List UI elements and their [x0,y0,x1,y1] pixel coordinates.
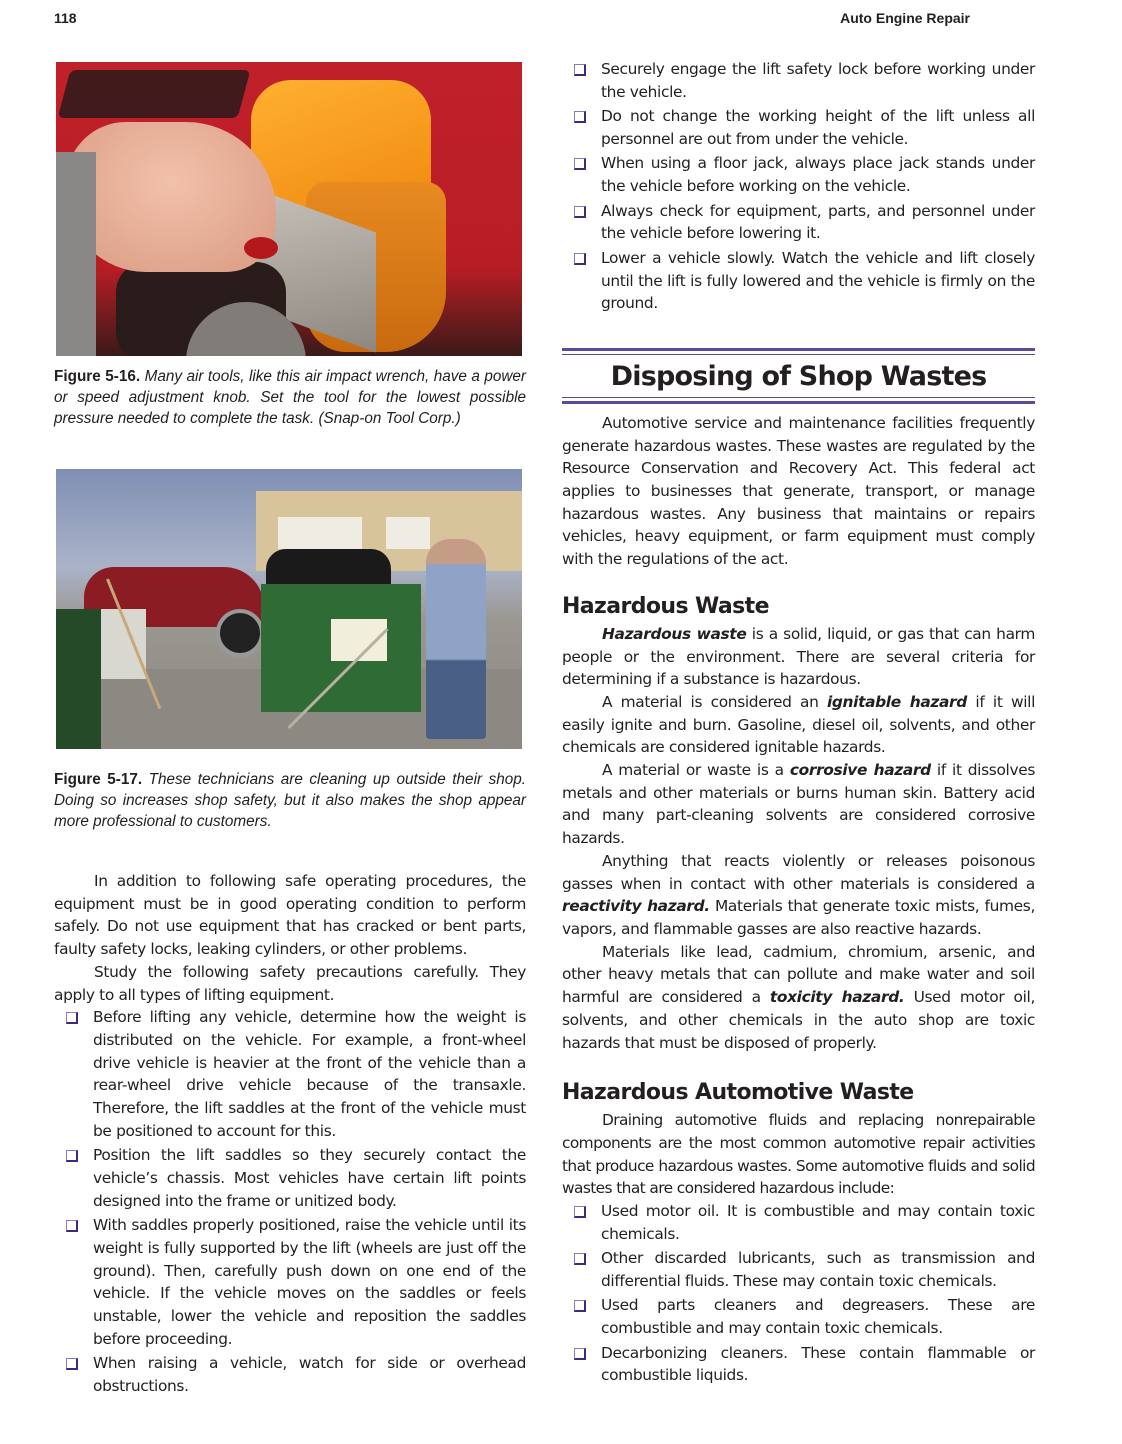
section-header [562,348,1035,404]
checkbox-bullet-icon [574,1253,586,1265]
key-term: Hazardous waste [602,624,747,643]
paragraph: Study the following safety precautions carefully. They apply to all types of lifting equipment. [54,962,526,1004]
checkbox-bullet-icon [66,1220,78,1232]
list-item: Do not change the working height of the lift unless all personnel are out from under the vehicle. [562,105,1035,150]
section-rule-top [562,348,1035,355]
key-term: ignitable hazard [826,692,967,711]
checkbox-bullet-icon [574,111,586,123]
figure-5-16-photo [56,62,522,356]
subheading-hazardous-automotive-waste: Hazardous Automotive Waste [562,1080,914,1106]
lifting-precautions-list [54,1006,526,1397]
key-term: reactivity hazard. [562,897,710,916]
figure-caption-text: Many air tools, like this air impact wrench, have a power or speed adjustment knob. Set the tool for the lowest possible pressure needed to complete the task. (Snap-on Tool Corp.) [54,368,527,427]
checkbox-bullet-icon [66,1012,78,1024]
list-item: When raising a vehicle, watch for side or overhead obstructions. [54,1352,526,1397]
checkbox-bullet-icon [574,1300,586,1312]
figure-5-16-caption [54,366,526,429]
paragraph: A material is considered an ignitable hazard if it will easily ignite and burn. Gasoline, diesel oil, solvents, and other chemicals are considered ignitable hazards. [562,692,1035,757]
lifting-equipment-text [54,870,526,1398]
list-item: Decarbonizing cleaners. These contain flammable or combustible liquids. [562,1342,1035,1387]
figure-label: Figure 5-17. [54,771,143,788]
right-column [562,58,1035,1389]
automotive-waste-list [562,1200,1035,1387]
list-item: Before lifting any vehicle, determine how the weight is distributed on the vehicle. For example, a front-wheel drive vehicle is heavier at the front of the vehicle than a rear-wheel drive vehicle because of the transaxle. Therefore, the lift saddles at the front of the vehicle must be positioned to account for this. [54,1006,526,1142]
list-item: Position the lift saddles so they securely contact the vehicle’s chassis. Most vehicles have certain lift points designed into the frame or unitized body. [54,1144,526,1212]
section-title: Disposing of Shop Wastes [610,360,987,392]
paragraph: Materials like lead, cadmium, chromium, arsenic, and other heavy metals that can pollute and make water and soil harmful are considered a toxicity hazard. Used motor oil, solvents, and other chemicals in the auto shop are toxic hazards that must be disposed of properly. [562,942,1035,1052]
list-item: With saddles properly positioned, raise the vehicle until its weight is fully supported by the lift (wheels are just off the ground). Then, carefully push down on one end of the vehicle. If the vehicle moves on the saddles or feels unstable, lower the vehicle and reposition the saddles before proceeding. [54,1214,526,1350]
checkbox-bullet-icon [574,1206,586,1218]
figure-5-17-caption [54,769,526,832]
list-item: When using a floor jack, always place jack stands under the vehicle before working on the vehicle. [562,152,1035,197]
list-item: Securely engage the lift safety lock before working under the vehicle. [562,58,1035,103]
subheading-hazardous-waste: Hazardous Waste [562,593,769,619]
section-rule-bottom [562,397,1035,404]
figure-caption-text: These technicians are cleaning up outside their shop. Doing so increases shop safety, but it also makes the shop appear more professional to customers. [54,771,527,830]
checkbox-bullet-icon [66,1150,78,1162]
list-item: Other discarded lubricants, such as transmission and differential fluids. These may contain toxic chemicals. [562,1247,1035,1292]
paragraph: Anything that reacts violently or releases poisonous gasses when in contact with other materials is considered a reactivity hazard. Materials that generate toxic mists, fumes, vapors, and flammable gasses are also reactive hazards. [562,851,1035,938]
checkbox-bullet-icon [66,1358,78,1370]
paragraph: In addition to following safe operating procedures, the equipment must be in good operating condition to perform safely. Do not use equipment that has cracked or bent parts, faulty safety locks, leaking cylinders, or other problems. [54,872,526,959]
list-item: Lower a vehicle slowly. Watch the vehicle and lift closely until the lift is fully lowered and the vehicle is firmly on the ground. [562,247,1035,315]
page-number: 118 [54,10,77,26]
left-column [54,62,526,1399]
paragraph: A material or waste is a corrosive hazard if it dissolves metals and other materials or burns human skin. Battery acid and many part-cleaning solvents are considered corrosive hazards. [562,761,1035,848]
section-intro: Automotive service and maintenance facilities frequently generate hazardous wastes. These wastes are regulated by the Resource Conservation and Recovery Act. This federal act applies to businesses that generate, transport, or manage hazardous wastes. Any business that maintains or repairs vehicles, heavy equipment, or farm equipment must comply with the regulations of the act. [562,413,1035,569]
checkbox-bullet-icon [574,1348,586,1360]
figure-label: Figure 5-16. [54,368,141,385]
paragraph: Hazardous waste is a solid, liquid, or gas that can harm people or the environment. There are several criteria for determining if a substance is hazardous. [562,624,1035,689]
running-head: Auto Engine Repair [840,10,970,26]
figure-5-17-photo [56,469,522,749]
list-item: Always check for equipment, parts, and personnel under the vehicle before lowering it. [562,200,1035,245]
checkbox-bullet-icon [574,158,586,170]
checkbox-bullet-icon [574,206,586,218]
list-item: Used parts cleaners and degreasers. These are combustible and may contain toxic chemicals. [562,1294,1035,1339]
checkbox-bullet-icon [574,253,586,265]
key-term: corrosive hazard [789,761,931,780]
lift-safety-list [562,58,1035,315]
checkbox-bullet-icon [574,64,586,76]
key-term: toxicity hazard. [769,988,905,1007]
list-item: Used motor oil. It is combustible and may contain toxic chemicals. [562,1200,1035,1245]
paragraph: Draining automotive fluids and replacing nonrepairable components are the most common automotive repair activities that produce hazardous wastes. Some automotive fluids and solid wastes that are considered hazardous include: [562,1111,1035,1198]
